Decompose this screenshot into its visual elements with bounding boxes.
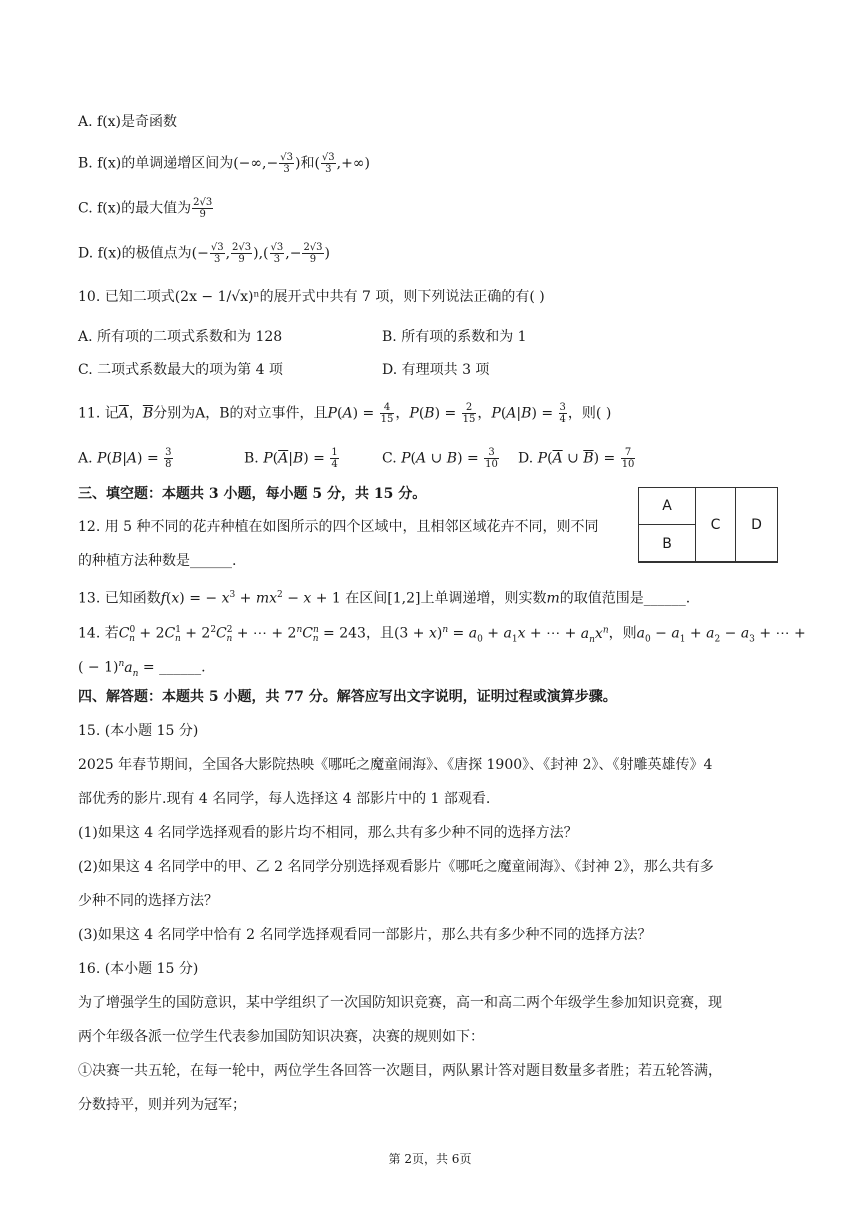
q10-option-d: D. 有理项共 3 项 [382,362,490,378]
q11-stem-mid: 分别为A，B的对立事件，且 [153,405,328,422]
region-d: D [735,487,778,563]
fraction: $\frac{2√3}{9}$ [303,242,323,265]
fraction: $\frac{√3}{3}$ [210,242,224,265]
q14-prefix: 14. 若 [78,625,119,642]
region-diagram [638,487,778,562]
q12-line1: 12. 用 5 种不同的花卉种植在如图所示的四个区域中，且相邻区域花卉不同，则不同 [78,519,599,535]
q11-option-b-label: B. [244,450,259,467]
region-c: C [695,487,736,563]
region-a: A [638,487,696,525]
q16-rule-1b: 分数持平，则并列为冠军； [78,1097,246,1113]
fraction: $\frac{4}{15}$ [380,402,394,425]
q14-line1: 14. 若$C^0_n + 2C^1_n + 2^2C^2_n$ + ⋯ + $2^nC^n_n = 243$，且$(3 + x)^n = a_0 + a_1x$ + ⋯ + $a_nx^n$，则$a_0 - a_1 + a_2 - a_3$ + ⋯ + [78,625,806,645]
q16-rule-1a: ①决赛一共五轮，在每一轮中，两位学生各回答一次题目，两队累计答对题目数量多者胜；若五轮答满， [78,1063,722,1079]
q12-line2: 的种植方法种数是______. [78,553,237,569]
q11-option-a: A. P(B|A) = $\frac{3}{8}$ [78,447,172,470]
section-3-title: 三、填空题：本题共 3 小题，每小题 5 分，共 15 分。 [78,486,427,502]
q14-mid2: ，则 [608,625,637,642]
q11-option-b: B. $P(\overline{A}|B)$ = $\frac{1}{4}$ [244,447,338,470]
q15-paragraph-1: 2025 年春节期间，全国各大影院热映《哪吒之魔童闹海》、《唐探 1900》、《封神 2》、《射雕英雄传》4 [78,757,713,773]
page-footer: 第 2页，共 6页 [388,1152,472,1166]
q15-subquestion-2a: (2)如果这 4 名同学中的甲、乙 2 名同学分别选择观看影片《哪吒之魔童闹海》、《封神 2》，那么共有多 [78,859,714,875]
q10-option-b: B. 所有项的系数和为 1 [382,329,527,345]
q9-option-d-text: D. f(x)的极值点为 [78,245,192,262]
q14-mid: ，且 [365,625,394,642]
q15-header: 15. (本小题 15 分) [78,723,199,739]
q13: 13. 已知函数f(x) = − $x^3 + mx^2 - x + 1$ 在区间[1,2]上单调递增，则实数m的取值范围是______. [78,590,691,607]
q16-header: 16. (本小题 15 分) [78,961,199,977]
q9-option-a: A. f(x)是奇函数 [78,114,178,130]
q11-option-c-label: C. [382,450,397,467]
q11-stem-prefix: 11. 记 [78,405,119,422]
q10-option-a: A. 所有项的二项式系数和为 128 [78,329,283,345]
q11-option-d: D. $P(\overline{A}$ ∪ $\overline{B}$) = $\frac{7}{10}$ [518,447,635,470]
q15-paragraph-2: 部优秀的影片.现有 4 名同学，每人选择这 4 部影片中的 1 部观看. [78,791,491,807]
q9-option-c [78,197,214,220]
q13-end: 的取值范围是______. [559,590,691,607]
fraction: $\frac{√3}{3}$ [270,242,284,265]
q15-subquestion-1: (1)如果这 4 名同学选择观看的影片均不相同，那么共有多少种不同的选择方法？ [78,825,578,841]
fraction: $\frac{3}{4}$ [559,402,566,425]
region-b: B [638,524,696,563]
fraction: $\frac{√3}{3}$ [321,152,335,175]
fraction: $\frac{2√3}{9}$ [232,242,252,265]
q13-prefix: 13. 已知函数 [78,590,161,607]
section-4-title: 四、解答题：本题共 5 小题，共 77 分。解答应写出文字说明，证明过程或演算步骤。 [78,689,617,705]
q15-subquestion-3: (3)如果这 4 名同学中恰有 2 名同学选择观看同一部影片，那么共有多少种不同的选择方法？ [78,927,652,943]
q14-line2: ( − $1)^na_n$ = ______. [78,659,206,679]
fraction: $\frac{√3}{3}$ [280,152,293,175]
q9-option-c-text: C. f(x)的最大值为 [78,200,192,217]
q15-subquestion-2b: 少种不同的选择方法？ [78,893,218,909]
fraction: $\frac{7}{10}$ [621,447,635,470]
q11-stem: 11. 记$\overline{A}$，$\overline{B}$分别为A，B的对立事件，且P(A) = $\frac{4}{15}$ ，P(B) = $\frac{2}{15}$ ，P(A|B) = $\frac{3}{4}$ ，则( ) [78,402,612,425]
q11-option-a-label: A. [78,450,93,467]
q11-option-c: C. P(A ∪ B) = $\frac{3}{10}$ [382,447,498,470]
fraction: $\frac{1}{4}$ [331,447,338,470]
q10-stem: 10. 已知二项式(2x − 1/√x)ⁿ的展开式中共有 7 项，则下列说法正确的有( ) [78,289,545,305]
q14-end: ______. [159,659,206,676]
fraction: $\frac{3}{10}$ [485,447,498,470]
q13-mid: 在区间[1,2]上单调递增，则实数 [345,590,547,607]
q9-option-d: D. f(x)的极值点为(− $\frac{√3}{3}$ , $\frac{2√3}{9}$ ),( $\frac{√3}{3}$ ,− $\frac{2√3}{9}$ ) [78,242,331,265]
fraction: $\frac{3}{8}$ [165,447,172,470]
fraction: $\frac{2√3}{9}$ [193,197,213,220]
q16-paragraph-1: 为了增强学生的国防意识，某中学组织了一次国防知识竞赛，高一和高二两个年级学生参加知识竞赛，现 [78,995,722,1011]
q11-option-d-label: D. [518,450,534,467]
q16-paragraph-2: 两个年级各派一位学生代表参加国防知识决赛，决赛的规则如下： [78,1029,484,1045]
q11-stem-end: ，则( ) [567,405,612,422]
fraction: $\frac{2}{15}$ [462,402,476,425]
q10-option-c: C. 二项式系数最大的项为第 4 项 [78,362,283,378]
q9-option-b: B. f(x)的单调递增区间为(−∞,− $\frac{√3}{3}$ )和( $\frac{√3}{3}$ ,+∞) [78,152,370,175]
q9-option-b-text: B. f(x)的单调递增区间为 [78,155,234,172]
